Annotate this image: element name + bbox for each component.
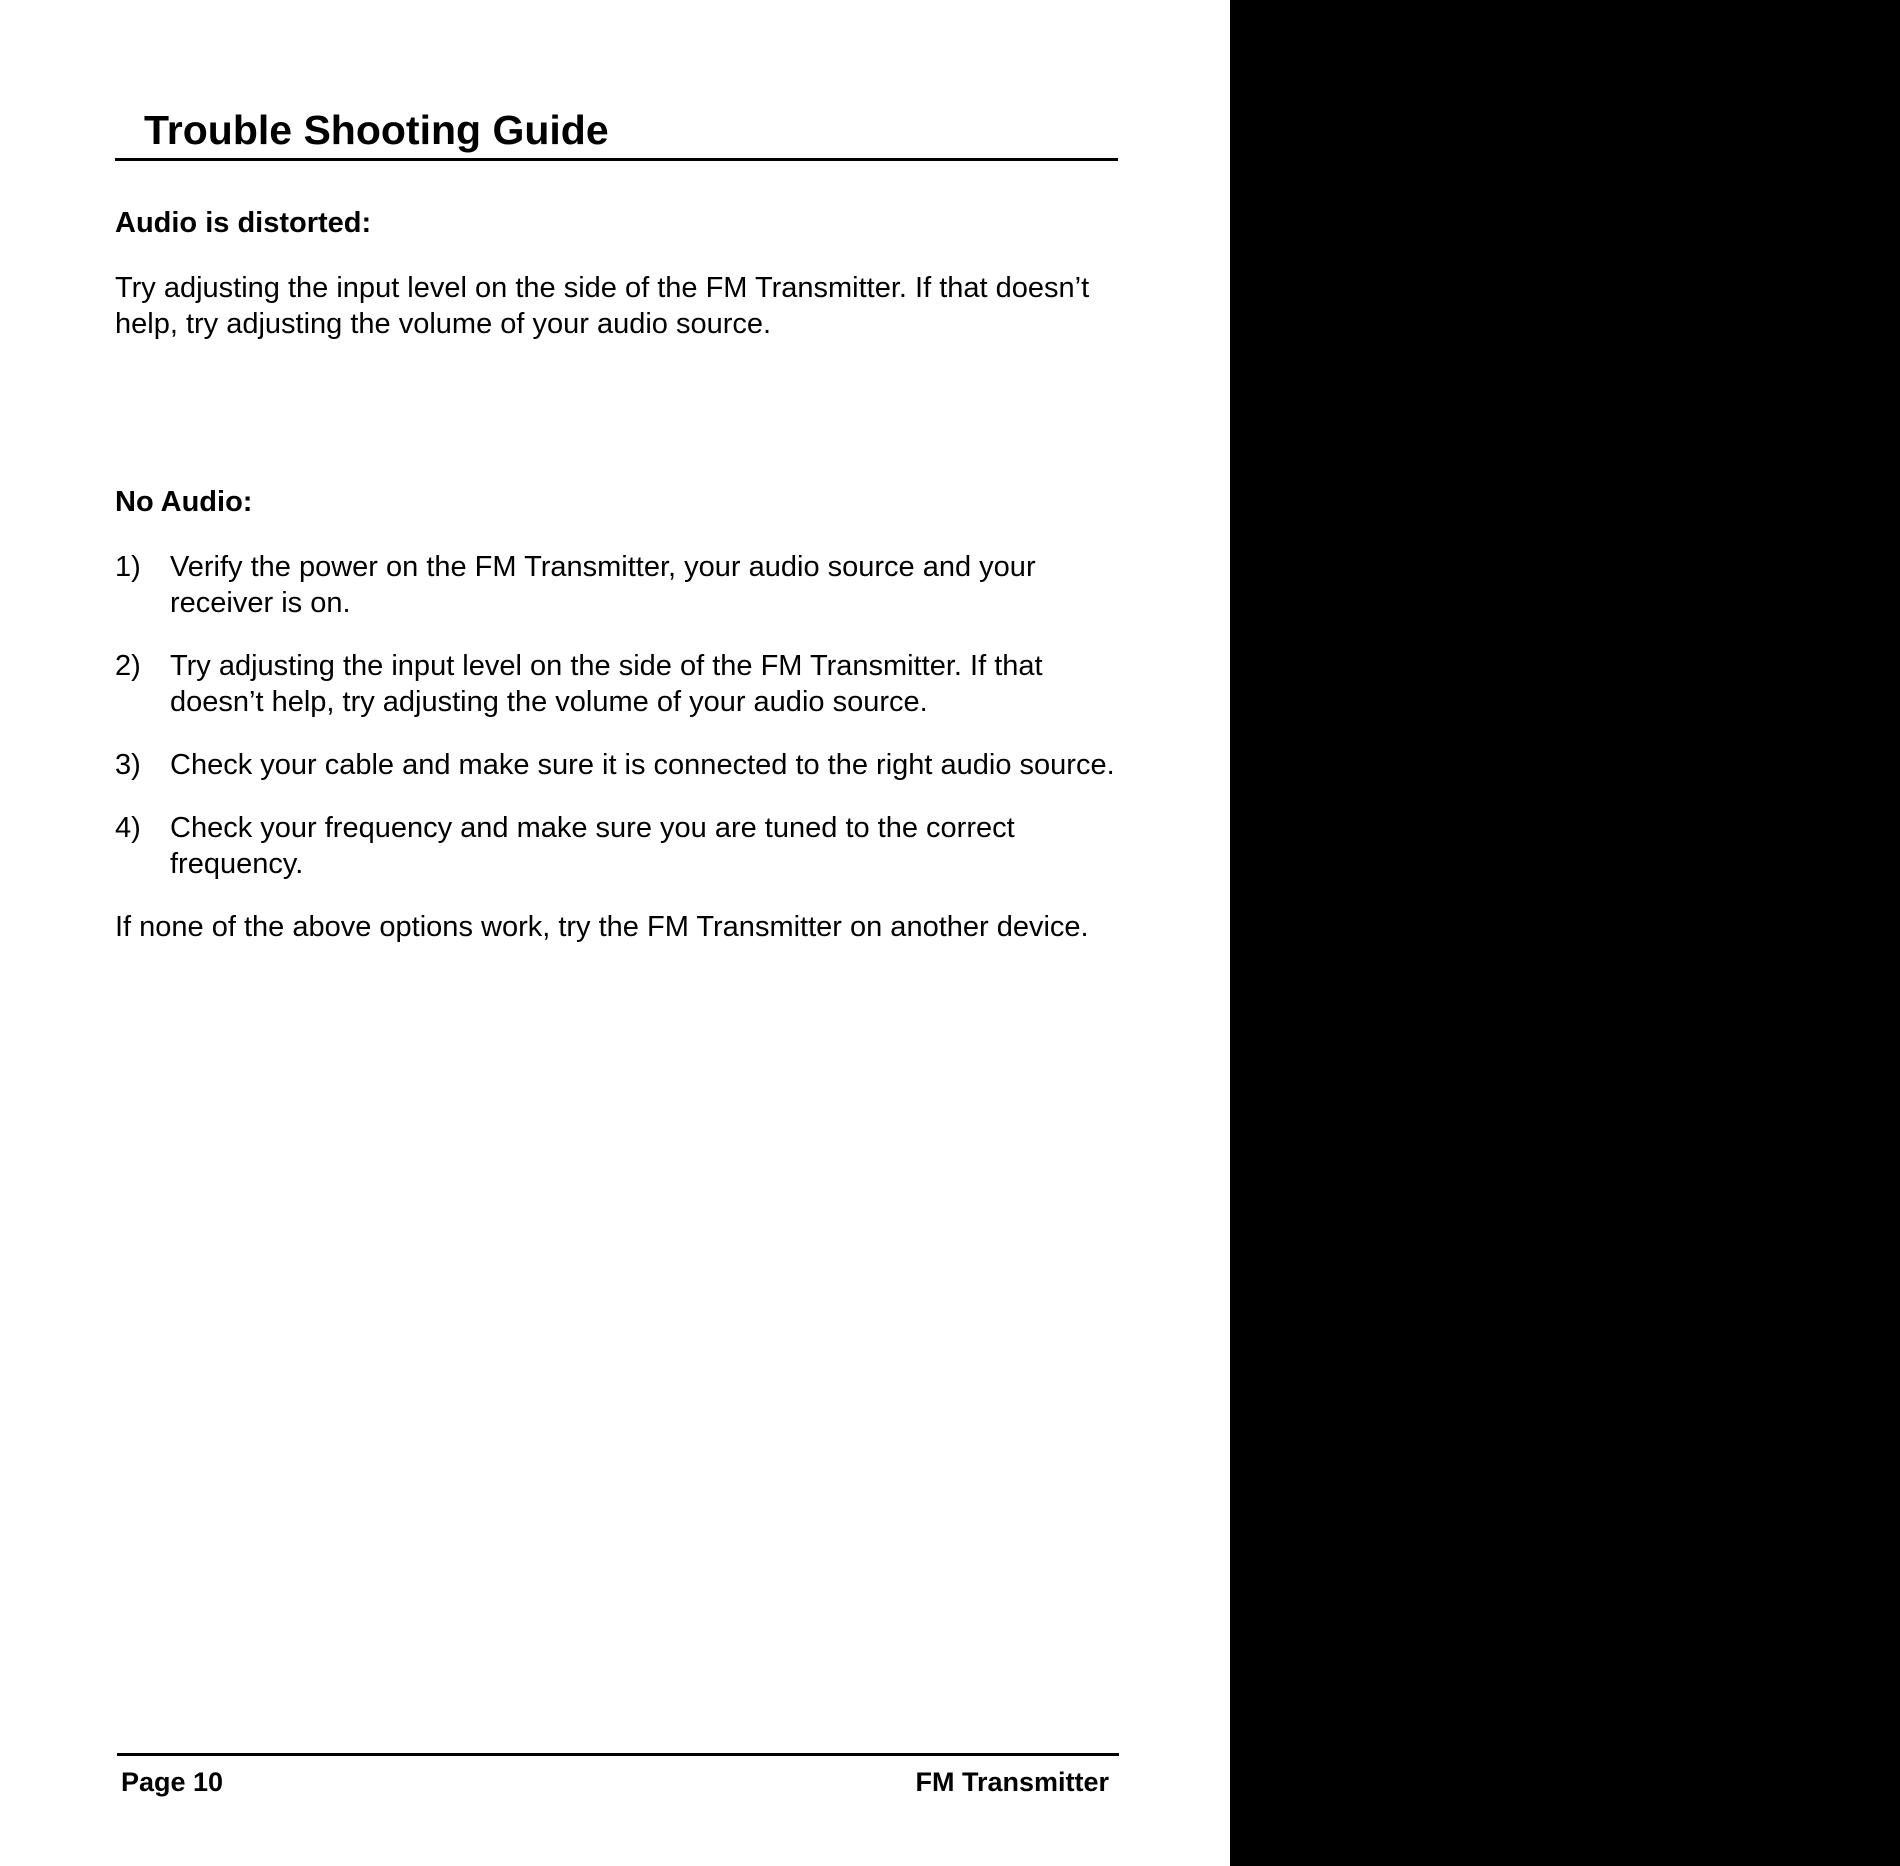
page-number: Page 10 [121,1767,224,1797]
page-title: Trouble Shooting Guide [144,107,609,153]
section-spacer [115,342,1115,484]
list-item-number: 1) [115,551,141,583]
page-footer [117,1753,1119,1796]
list-item-number: 3) [115,749,141,781]
list-item-text: Check your frequency and make sure you are tuned to the correct frequency. [170,812,1015,880]
list-item-text: Check your cable and make sure it is connected to the right audio source. [170,749,1115,781]
list-item-text: Try adjusting the input level on the side of the FM Transmitter. If that doesn’t help, try adjusting the volume of your audio source. [170,650,1043,718]
section-no-audio [115,484,1115,945]
audio-distorted-text: Try adjusting the input level on the side of the FM Transmitter. If that doesn’t help, try adjusting the volume of your audio source. [115,272,1090,340]
troubleshooting-steps-list [115,549,1115,882]
list-item-number: 2) [115,650,141,682]
page-header [115,102,1118,161]
closing-note: If none of the above options work, try the FM Transmitter on another device. [115,911,1089,943]
section-heading-no-audio: No Audio: [115,486,253,518]
list-item [115,747,1115,783]
list-item [115,648,1115,720]
list-item-number: 4) [115,812,141,844]
list-item [115,810,1115,882]
list-item [115,549,1115,621]
black-side-panel [1230,0,1900,1866]
product-name: FM Transmitter [915,1767,1109,1797]
section-heading-audio-distorted: Audio is distorted: [115,207,372,239]
section-audio-distorted [115,205,1115,342]
page-content [115,205,1115,945]
heading-spacer [115,520,1115,549]
list-item-text: Verify the power on the FM Transmitter, your audio source and your receiver is on. [170,551,1036,619]
